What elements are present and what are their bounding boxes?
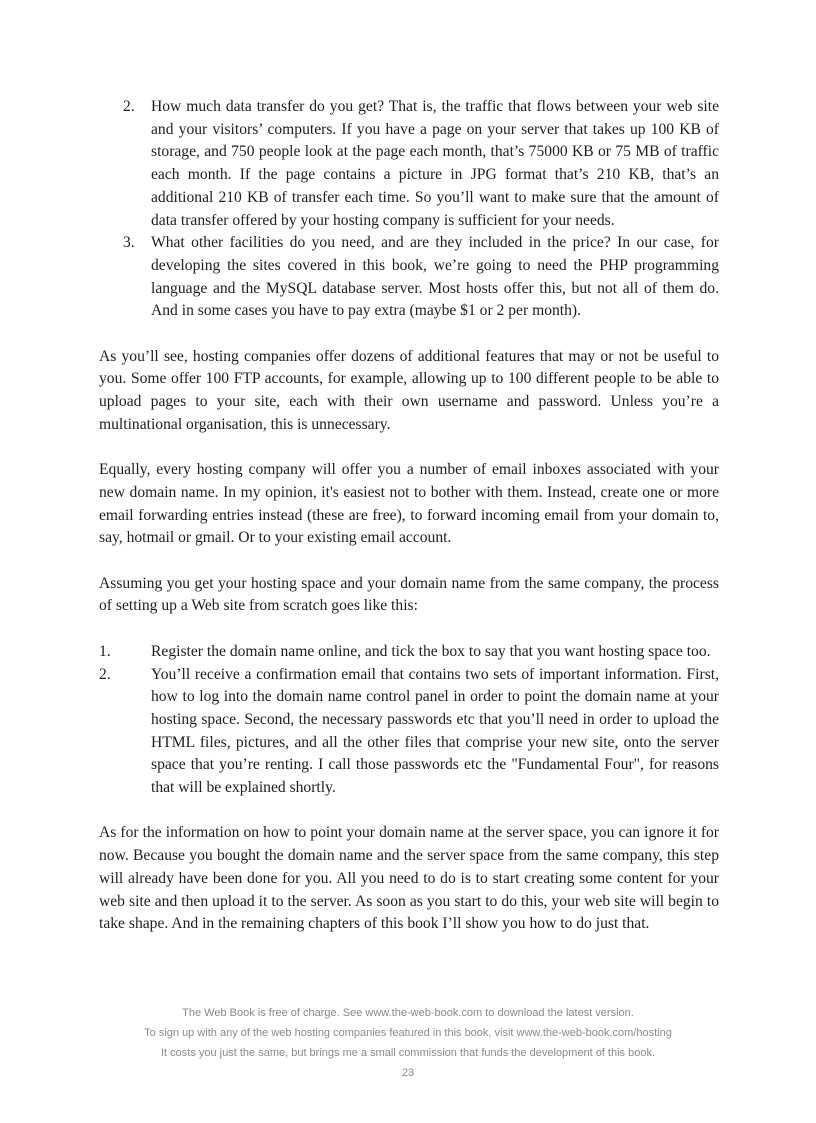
- list-item-text: Register the domain name online, and tick the box to say that you want hosting space too.: [151, 642, 711, 660]
- list-item-text: You’ll receive a confirmation email that contains two sets of important information. First, how to log into the domain name control panel in order to point the domain name at your hosting space. Second, the necessary passwords etc that you’ll need in order to upload the HTML files, pictures, and all the other files that comprise your new site, onto the server space that you’re renting. I call those passwords etc the "Fundamental Four", for reasons that will be explained shortly.: [151, 665, 719, 797]
- paragraph-domain-pointing: As for the information on how to point your domain name at the server space, you can ignore it for now. Because you bought the domain name and the server space from the same company, this step will already have been done for you. All you need to do is to start creating some content for your web site and then upload it to the server. As soon as you start to do this, your web site will begin to take shape. And in the remaining chapters of this book I’ll show you how to do just that.: [99, 824, 719, 933]
- list-item-number: 3.: [123, 234, 135, 252]
- list-item: [99, 641, 719, 664]
- list-item-number: 2.: [99, 665, 111, 683]
- numbered-list-hosting-questions: [99, 96, 719, 323]
- list-item-number: 2.: [123, 98, 135, 115]
- paragraph-additional-features: As you’ll see, hosting companies offer dozens of additional features that may or not be useful to you. Some offer 100 FTP accounts, for example, allowing up to 100 different people to be able to upload pages to your site, each with their own username and password. Unless you’re a multinational organisation, this is unnecessary.: [99, 347, 719, 433]
- list-item-text: What other facilities do you need, and are they included in the price? In our case, for developing the sites covered in this book, we’re going to need the PHP programming language and the MySQL database server. Most hosts offer this, but not all of them do. And in some cases you have to pay extra (maybe $1 or 2 per month).: [151, 234, 719, 320]
- footer-line-hosting-signup: To sign up with any of the web hosting companies featured in this book, visit www.the-web-book.com/hosting: [144, 1027, 672, 1039]
- list-item: [99, 664, 719, 800]
- footer-line-free-of-charge: The Web Book is free of charge. See www.the-web-book.com to download the latest version.: [182, 1007, 634, 1019]
- footer-line-commission: It costs you just the same, but brings me a small commission that funds the development of this book.: [160, 1047, 656, 1059]
- list-item: [99, 96, 719, 232]
- list-item-number: 1.: [99, 642, 111, 660]
- page-number: 23: [401, 1067, 415, 1079]
- numbered-list-setup-steps: [99, 641, 719, 800]
- list-item: [99, 232, 719, 323]
- paragraph-setup-process-intro: Assuming you get your hosting space and your domain name from the same company, the process of setting up a Web site from scratch goes like this:: [99, 574, 719, 615]
- paragraph-email-inboxes: Equally, every hosting company will offer you a number of email inboxes associated with your new domain name. In my opinion, it's easiest not to bother with them. Instead, create one or more email forwarding entries instead (these are free), to forward incoming email from your domain to, say, hotmail or gmail. Or to your existing email account.: [99, 461, 719, 547]
- page-body: [99, 96, 719, 936]
- page-footer: [0, 1003, 816, 1083]
- list-item-text: How much data transfer do you get? That is, the traffic that flows between your web site and your visitors’ computers. If you have a page on your server that takes up 100 KB of storage, and 750 people look at the page each month, that’s 75000 KB or 75 MB of traffic each month. If the page contains a picture in JPG format that’s 210 KB, that’s an additional 210 KB of transfer each time. So you’ll want to make sure that the amount of data transfer offered by your hosting company is sufficient for your needs.: [151, 98, 719, 229]
